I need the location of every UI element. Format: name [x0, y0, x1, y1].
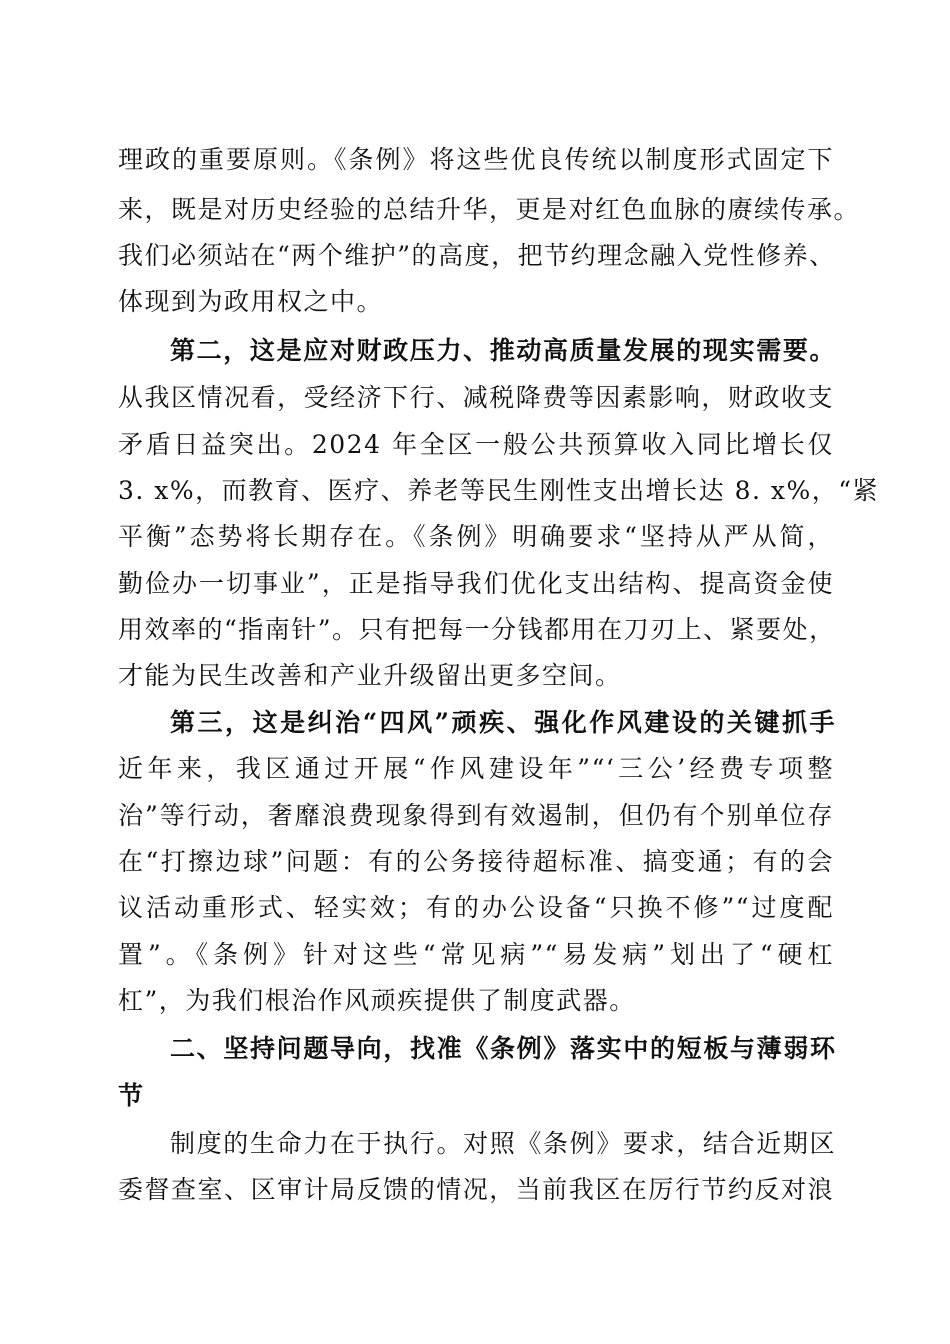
paragraph-2-line-8: 才能为民生改善和产业升级留出更多空间。 [118, 661, 622, 690]
section-heading-line-2: 节 [118, 1081, 145, 1110]
paragraph-2-line-6: 勤俭办一切事业”，正是指导我们优化支出结构、提高资金使 [118, 569, 834, 598]
paragraph-3-line-3: 治”等行动，奢靡浪费现象得到有效遏制，但仍有个别单位存 [118, 801, 834, 830]
paragraph-1-line-4: 体现到为政用权之中。 [118, 287, 384, 316]
paragraph-2-lead-line: 第二，这是应对财政压力、推动高质量发展的现实需要。 [170, 336, 836, 365]
paragraph-1-line-1: 理政的重要原则。《条例》将这些优良传统以制度形式固定下 [118, 145, 834, 174]
paragraph-3-line-7: 杠”，为我们根治作风顽疾提供了制度武器。 [118, 986, 636, 1015]
paragraph-3-line-5: 议活动重形式、轻实效；有的办公设备“只换不修”“过度配 [118, 893, 834, 922]
paragraph-3-line-6: 置”。《条例》针对这些“常见病”“易发病”划出了“硬杠 [118, 940, 834, 969]
paragraph-2-line-4: 3. x%，而教育、医疗、养老等民生刚性支出增长达 8. x%，“紧 [118, 476, 880, 505]
paragraph-2-line-5: 平衡”态势将长期存在。《条例》明确要求“坚持从严从简， [118, 522, 834, 551]
section-heading-line-1: 二、坚持问题导向，找准《条例》落实中的短板与薄弱环 [170, 1034, 836, 1063]
paragraph-1-line-2: 来，既是对历史经验的总结升华，更是对红色血脉的赓续传承。 [118, 195, 861, 224]
paragraph-2-line-2: 从我区情况看，受经济下行、减税降费等因素影响，财政收支 [118, 383, 834, 412]
paragraph-4-line-2: 委督查室、区审计局反馈的情况，当前我区在厉行节约反对浪 [118, 1175, 834, 1204]
paragraph-3-line-2: 近年来，我区通过开展“作风建设年”“‘三公’经费专项整 [118, 754, 834, 783]
paragraph-3-lead-line: 第三，这是纠治“四风”顽疾、强化作风建设的关键抓手 [170, 708, 836, 737]
paragraph-4-line-1: 制度的生命力在于执行。对照《条例》要求，结合近期区 [170, 1129, 836, 1158]
paragraph-1-line-3: 我们必须站在“两个维护”的高度，把节约理念融入党性修养、 [118, 241, 836, 270]
paragraph-3-line-4: 在“打擦边球”问题：有的公务接待超标准、搞变通；有的会 [118, 847, 834, 876]
paragraph-2-line-7: 用效率的“指南针”。只有把每一分钱都用在刀刃上、紧要处， [118, 615, 836, 644]
paragraph-2-line-3: 矛盾日益突出。2024 年全区一般公共预算收入同比增长仅 [118, 430, 834, 459]
